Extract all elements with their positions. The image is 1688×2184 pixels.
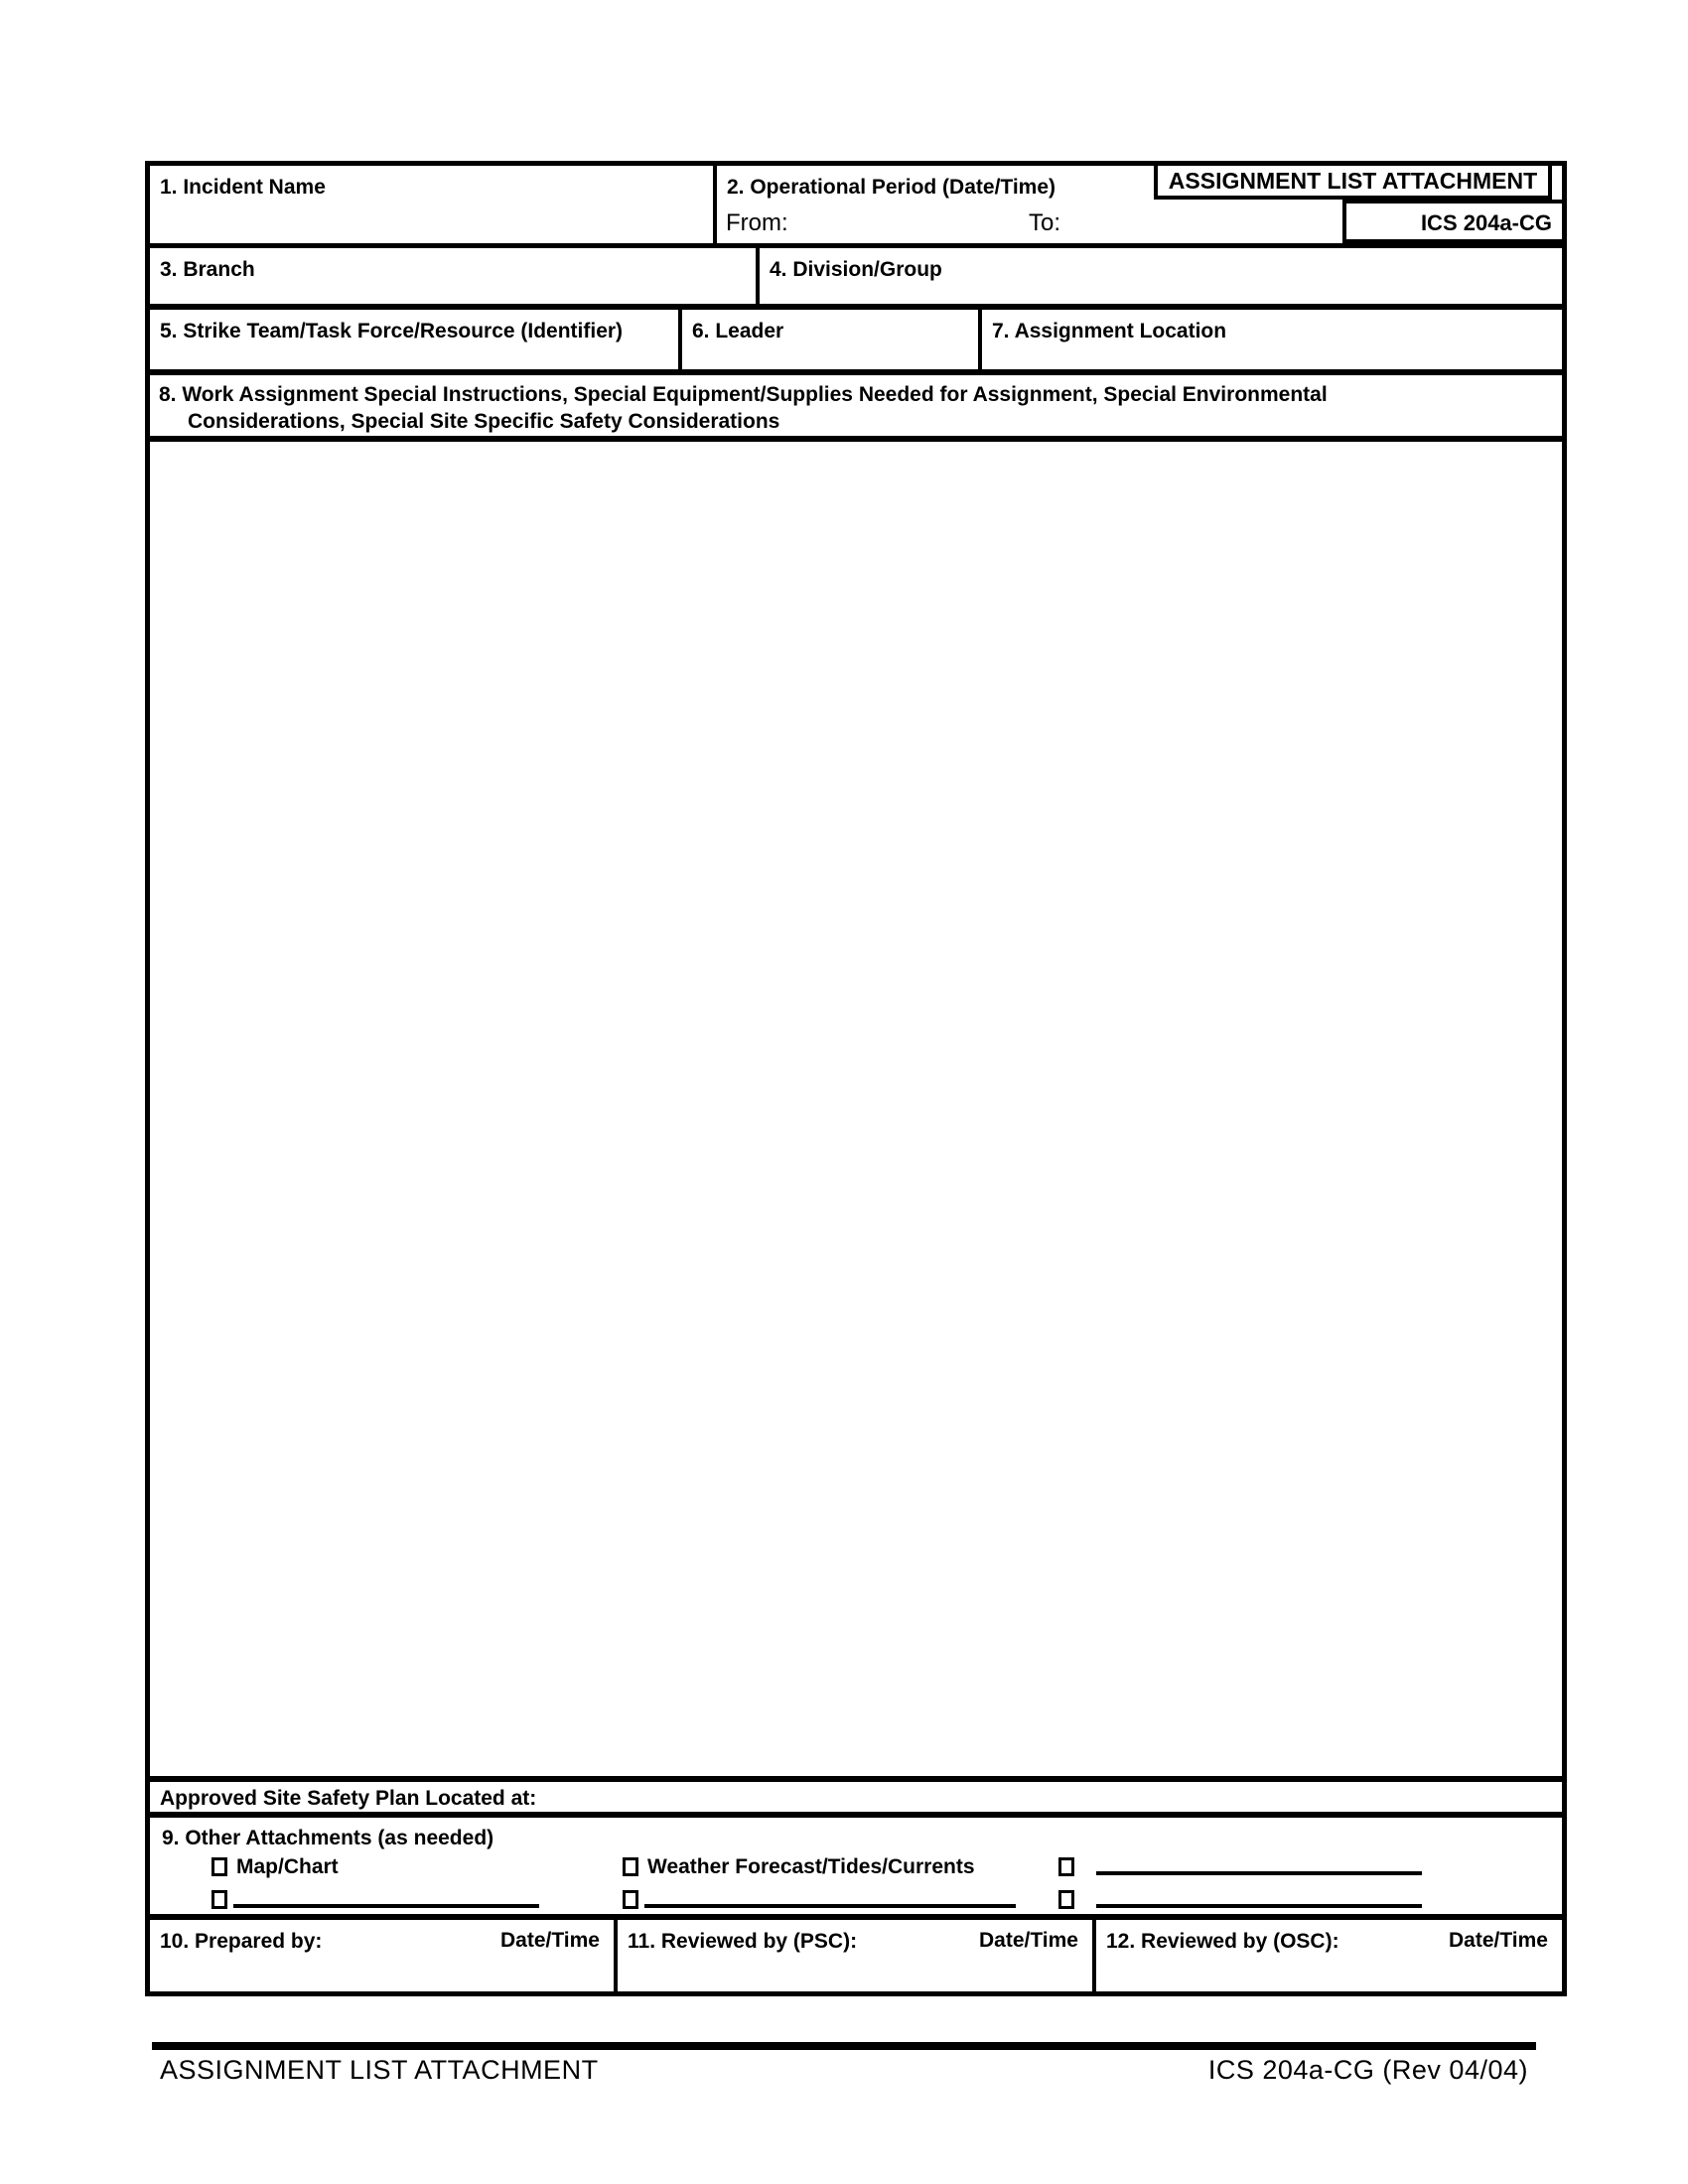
footer-form-revision: ICS 204a-CG (Rev 04/04) — [1207, 2055, 1528, 2085]
attachment-option-blank-2 — [211, 1888, 539, 1916]
to-input[interactable] — [1074, 209, 1323, 237]
footer-form-title: ASSIGNMENT LIST ATTACHMENT — [160, 2055, 599, 2085]
attachments-checkbox-row-2 — [150, 1884, 1562, 1917]
leader-input[interactable] — [682, 343, 978, 369]
blank-attachment-checkbox-2[interactable] — [211, 1890, 227, 1909]
branch-cell — [150, 248, 760, 304]
work-assignment-header — [150, 375, 1562, 442]
prepared-by-label: 10. Prepared by: — [160, 1930, 323, 1953]
work-assignment-label-line2: Considerations, Special Site Specific Safety Considerations — [188, 410, 780, 433]
blank-attachment-writein-3[interactable] — [644, 1888, 1016, 1908]
leader-cell — [682, 310, 982, 369]
prepared-by-cell — [150, 1920, 618, 1991]
approved-plan-input[interactable] — [567, 1784, 1552, 1810]
attachment-option-weather — [623, 1855, 975, 1883]
approved-plan-label: Approved Site Safety Plan Located at: — [160, 1787, 537, 1810]
map-chart-checkbox[interactable] — [211, 1857, 227, 1876]
reviewed-osc-label: 12. Reviewed by (OSC): — [1106, 1930, 1339, 1953]
attachment-option-blank-1 — [1058, 1855, 1422, 1883]
from-input[interactable] — [796, 209, 1015, 237]
division-group-label: 4. Division/Group — [770, 258, 942, 281]
attachments-checkbox-row-1 — [150, 1851, 1562, 1884]
incident-name-label: 1. Incident Name — [160, 176, 326, 199]
branch-label: 3. Branch — [160, 258, 255, 281]
incident-name-input[interactable] — [150, 200, 713, 243]
work-assignment-input[interactable] — [150, 442, 1562, 1776]
approved-plan-row — [150, 1782, 1562, 1818]
assignment-location-cell — [982, 310, 1562, 369]
division-group-cell — [760, 248, 1562, 304]
other-attachments-row — [150, 1818, 1562, 1920]
reviewed-psc-datetime-label: Date/Time — [979, 1929, 1078, 1952]
weather-label: Weather Forecast/Tides/Currents — [647, 1855, 975, 1878]
attachment-option-map-chart — [211, 1855, 339, 1883]
blank-attachment-checkbox-4[interactable] — [1058, 1890, 1074, 1909]
footer-divider — [152, 2042, 1536, 2050]
footer — [152, 2055, 1536, 2086]
row-incident-operational — [150, 166, 1562, 248]
weather-checkbox[interactable] — [623, 1857, 638, 1876]
assignment-location-input[interactable] — [982, 343, 1562, 369]
reviewed-osc-input[interactable] — [1096, 1956, 1562, 1991]
incident-name-cell — [150, 166, 717, 243]
operational-period-label: 2. Operational Period (Date/Time) — [727, 176, 1056, 199]
blank-attachment-checkbox-3[interactable] — [623, 1890, 638, 1909]
other-attachments-label: 9. Other Attachments (as needed) — [162, 1827, 494, 1849]
form-title: ASSIGNMENT LIST ATTACHMENT — [1154, 166, 1552, 200]
form-number-badge: ICS 204a-CG — [1342, 200, 1562, 243]
division-group-input[interactable] — [760, 282, 1562, 304]
blank-attachment-checkbox-1[interactable] — [1058, 1857, 1074, 1876]
attachment-option-blank-3 — [623, 1888, 1016, 1916]
branch-input[interactable] — [150, 282, 756, 304]
map-chart-label: Map/Chart — [236, 1855, 339, 1878]
attachment-option-blank-4 — [1058, 1888, 1422, 1916]
blank-attachment-writein-4[interactable] — [1096, 1888, 1422, 1908]
blank-attachment-writein-2[interactable] — [233, 1888, 539, 1908]
strike-team-cell — [150, 310, 682, 369]
prepared-by-input[interactable] — [150, 1956, 614, 1991]
strike-team-input[interactable] — [150, 343, 678, 369]
prepared-by-datetime-label: Date/Time — [500, 1929, 600, 1952]
ics-204a-cg-form — [145, 161, 1567, 1996]
row-strike-leader-location — [150, 310, 1562, 375]
leader-label: 6. Leader — [692, 320, 784, 342]
assignment-location-label: 7. Assignment Location — [992, 320, 1227, 342]
from-label: From: — [726, 209, 788, 236]
work-assignment-body — [150, 442, 1562, 1782]
to-label: To: — [1029, 209, 1061, 236]
strike-team-label: 5. Strike Team/Task Force/Resource (Identifier) — [160, 320, 624, 342]
row-branch-division — [150, 248, 1562, 310]
reviewed-osc-cell — [1096, 1920, 1562, 1991]
work-assignment-label-line1: 8. Work Assignment Special Instructions, Special Equipment/Supplies Needed for Assignment, Special Environmental — [159, 383, 1328, 406]
reviewed-psc-cell — [618, 1920, 1096, 1991]
reviewed-osc-datetime-label: Date/Time — [1449, 1929, 1548, 1952]
blank-attachment-writein-1[interactable] — [1096, 1855, 1422, 1875]
row-signatures — [150, 1920, 1562, 1991]
reviewed-psc-input[interactable] — [618, 1956, 1092, 1991]
reviewed-psc-label: 11. Reviewed by (PSC): — [628, 1930, 858, 1953]
